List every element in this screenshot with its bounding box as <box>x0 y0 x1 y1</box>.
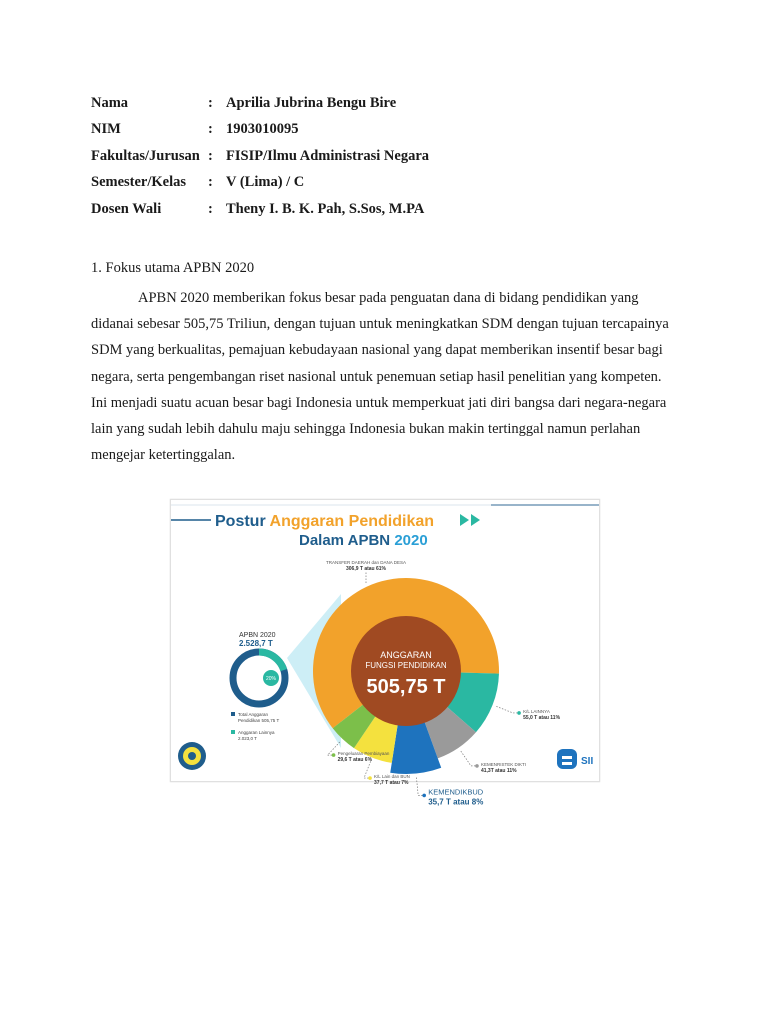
callout-dot <box>475 764 479 768</box>
apbn-value: 2.528,7 T <box>239 639 273 648</box>
info-label: Nama <box>91 95 129 111</box>
brand-logo-text: SII <box>581 756 594 767</box>
callout-dot <box>422 794 426 798</box>
callout-value: 35,7 T atau 8% <box>428 797 484 807</box>
callout-line <box>364 761 371 778</box>
legend-swatch-total <box>231 712 235 716</box>
infographic-title <box>215 513 434 530</box>
callout-value: 306,9 T atau 61% <box>345 566 387 572</box>
callout-value: 55,0 T atau 11% <box>523 714 561 721</box>
paragraph-text: APBN 2020 memberikan fokus besar pada penguatan dana di bidang pendidikan yang didanai sebesar 505,75 Triliun, dengan tujuan untuk meningkatkan SDM dengan tujuan tercapainya SDM yang berkualitas, pemajuan kebudayaan nasional yang dapat memberikan insentif besar bagi negara, serta pengembangan riset nasional untuk penemuan setiap hasil penelitian yang kompeten. Ini menjadi suatu acuan besar bagi Indonesia untuk memperkuat jati diri bangsa dari negara-negara lain yang sudah lebih dahulu maju sehingga Indonesia bukan makin tertinggal namun perlahan mengejar ketertinggalan. <box>91 290 669 464</box>
info-label: NIM <box>91 121 121 137</box>
callout-line <box>461 751 477 766</box>
body-paragraph <box>91 285 669 468</box>
info-colon: : <box>208 148 213 164</box>
infographic-image <box>170 499 600 807</box>
info-label: Dosen Wali <box>91 201 162 217</box>
callout-label: KEMENRISTEK DIKTI <box>480 761 526 767</box>
callout-label: K/L LAINNYA <box>523 708 550 714</box>
callout-dot <box>332 753 336 757</box>
info-colon: : <box>208 95 213 111</box>
subtitle-part2: 2020 <box>394 532 428 549</box>
legend-swatch-other <box>231 730 235 734</box>
play-arrow-icon-2 <box>471 514 480 526</box>
apbn-percent: 20% <box>265 676 277 682</box>
info-value: V (Lima) / C <box>226 174 305 190</box>
callout-label: KEMENDIKBUD <box>428 787 484 797</box>
callout-line <box>496 706 519 713</box>
info-colon: : <box>208 201 213 217</box>
legend-total-line1: Total Anggaran <box>238 712 269 717</box>
center-value: 505,75 T <box>366 676 446 698</box>
emblem-core <box>188 752 196 760</box>
title-part1: Postur <box>215 513 266 530</box>
info-label: Fakultas/Jurusan <box>91 148 200 164</box>
title-part3: Pendidikan <box>348 513 435 530</box>
callout-value: 41,3T atau 11% <box>480 767 517 774</box>
title-part2: Anggaran <box>269 513 345 530</box>
callout-dot <box>368 776 372 780</box>
infographic-svg <box>171 500 599 807</box>
callout-value: 29,6 T atau 6% <box>337 757 373 764</box>
center-disc <box>351 616 461 726</box>
info-value: FISIP/Ilmu Administrasi Negara <box>226 148 430 164</box>
info-colon: : <box>208 121 213 137</box>
apbn-label: APBN 2020 <box>239 632 276 639</box>
center-line2: FUNGSI PENDIDIKAN <box>365 661 447 670</box>
play-arrow-icon-1 <box>460 514 469 526</box>
info-value: Theny I. B. K. Pah, S.Sos, M.PA <box>226 201 425 217</box>
info-label: Semester/Kelas <box>91 174 187 190</box>
legend-other-line2: 2.023,0 T <box>238 736 257 741</box>
center-line1: ANGGARAN <box>380 650 432 660</box>
callout-label: Pengeluaran Pembiayaan <box>337 751 390 757</box>
subtitle-part1: Dalam APBN <box>299 532 391 549</box>
info-colon: : <box>208 174 213 190</box>
infographic-subtitle <box>299 532 428 549</box>
callout-line <box>416 777 424 795</box>
legend-other-line1: Anggaran Lainnya <box>238 730 275 735</box>
callout-dot <box>517 711 521 715</box>
callout-label: TRANSFER DAERAH dan DANA DESA <box>325 560 407 565</box>
info-value: 1903010095 <box>226 121 299 137</box>
info-value: Aprilia Jubrina Bengu Bire <box>226 95 397 111</box>
callout-label: K/L Lain dan BUN <box>374 774 410 780</box>
legend-total-line2: Pendidikan 505,75 T <box>238 718 280 723</box>
section-title: 1. Fokus utama APBN 2020 <box>91 260 255 276</box>
callout-value: 37,7 T atau 7% <box>374 780 409 787</box>
